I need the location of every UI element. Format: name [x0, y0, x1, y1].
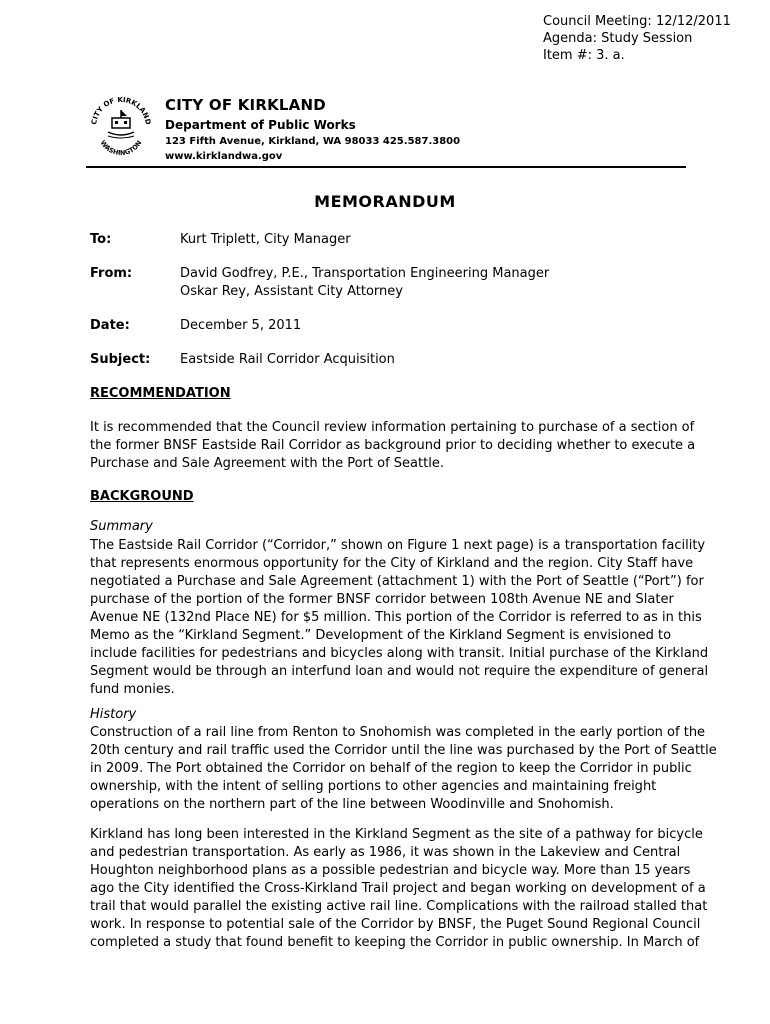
history-paragraph-1	[90, 724, 717, 814]
department-name: Department of Public Works	[165, 118, 356, 132]
to-label: To:	[90, 232, 112, 247]
background-heading: BACKGROUND	[90, 489, 194, 504]
recommendation-paragraph	[90, 419, 696, 473]
paragraph-line: Avenue NE (132nd Place NE) for $5 million. This portion of the Corridor is referred to as in this	[90, 610, 702, 625]
paragraph-line: purchase of the portion of the former BNSF corridor between 108th Avenue NE and Slater	[90, 592, 674, 607]
paragraph-line: negotiated a Purchase and Sale Agreement (attachment 1) with the Port of Seattle (“Port”) for	[90, 574, 704, 589]
paragraph-line: Purchase and Sale Agreement with the Port of Seattle.	[90, 456, 444, 471]
svg-text:WASHINGTON: WASHINGTON	[98, 138, 144, 158]
recommendation-heading: RECOMMENDATION	[90, 386, 231, 401]
date-value: December 5, 2011	[180, 318, 302, 333]
agenda-line: Agenda: Study Session	[543, 31, 693, 46]
item-line: Item #: 3. a.	[543, 48, 625, 63]
history-paragraph-2	[90, 826, 708, 952]
department-address: 123 Fifth Avenue, Kirkland, WA 98033 425.587.3800	[165, 136, 461, 147]
paragraph-line: Construction of a rail line from Renton to Snohomish was completed in the early portion of the	[90, 725, 706, 740]
letterhead-divider	[86, 166, 686, 168]
to-value: Kurt Triplett, City Manager	[180, 232, 351, 247]
subject-label: Subject:	[90, 352, 151, 367]
paragraph-line: Houghton neighborhood plans as a possible pedestrian and bicycle way. More than 15 years	[90, 863, 691, 878]
subject-value: Eastside Rail Corridor Acquisition	[180, 352, 395, 367]
summary-paragraph	[90, 537, 709, 699]
meeting-date-line: Council Meeting: 12/12/2011	[543, 14, 731, 29]
memo-title: MEMORANDUM	[314, 192, 456, 211]
paragraph-line: Memo as the “Kirkland Segment.” Development of the Kirkland Segment is envisioned to	[90, 628, 672, 643]
paragraph-line: and pedestrian transportation. As early as 1986, it was shown in the Lakeview and Central	[90, 845, 681, 860]
paragraph-line: work. In response to potential sale of the Corridor by BNSF, the Puget Sound Regional Council	[90, 917, 701, 932]
paragraph-line: Kirkland has long been interested in the Kirkland Segment as the site of a pathway for bicycle	[90, 827, 703, 842]
paragraph-line: It is recommended that the Council review information pertaining to purchase of a section of	[90, 420, 695, 435]
paragraph-line: in 2009. The Port obtained the Corridor on behalf of the region to keep the Corridor in public	[90, 761, 692, 776]
city-seal-logo	[86, 92, 156, 162]
paragraph-line: fund monies.	[90, 682, 175, 697]
from-value-1: David Godfrey, P.E., Transportation Engineering Manager	[180, 266, 550, 281]
from-value-2: Oskar Rey, Assistant City Attorney	[180, 284, 403, 299]
history-heading: History	[90, 707, 137, 722]
paragraph-line: ago the City identified the Cross-Kirkland Trail project and began working on development of a	[90, 881, 706, 896]
seal-icon	[86, 92, 156, 162]
date-label: Date:	[90, 318, 130, 333]
summary-heading: Summary	[90, 519, 153, 534]
paragraph-line: the former BNSF Eastside Rail Corridor as background prior to deciding whether to execute a	[90, 438, 696, 453]
from-label: From:	[90, 266, 133, 281]
city-name: CITY OF KIRKLAND	[165, 96, 326, 114]
svg-text:CITY OF KIRKLAND: CITY OF KIRKLAND	[90, 95, 152, 126]
paragraph-line: completed a study that found benefit to keeping the Corridor in public ownership. In March of	[90, 935, 700, 950]
paragraph-line: 20th century and rail traffic used the Corridor until the line was purchased by the Port of Seattle	[90, 743, 717, 758]
paragraph-line: Segment would be through an interfund loan and would not require the expenditure of general	[90, 664, 709, 679]
paragraph-line: that represents enormous opportunity for the City of Kirkland and the region. City Staff have	[90, 556, 694, 571]
paragraph-line: trail that would parallel the existing active rail line. Complications with the railroad stalled that	[90, 899, 708, 914]
paragraph-line: include facilities for pedestrians and bicycles along with transit. Initial purchase of the Kirkland	[90, 646, 709, 661]
meeting-info	[543, 13, 731, 64]
paragraph-line: The Eastside Rail Corridor (“Corridor,” shown on Figure 1 next page) is a transportation facility	[90, 538, 706, 553]
paragraph-line: ownership, with the intent of selling portions to other agencies and maintaining freight	[90, 779, 657, 794]
paragraph-line: operations on the northern part of the line between Woodinville and Snohomish.	[90, 797, 614, 812]
department-website: www.kirklandwa.gov	[165, 151, 283, 162]
